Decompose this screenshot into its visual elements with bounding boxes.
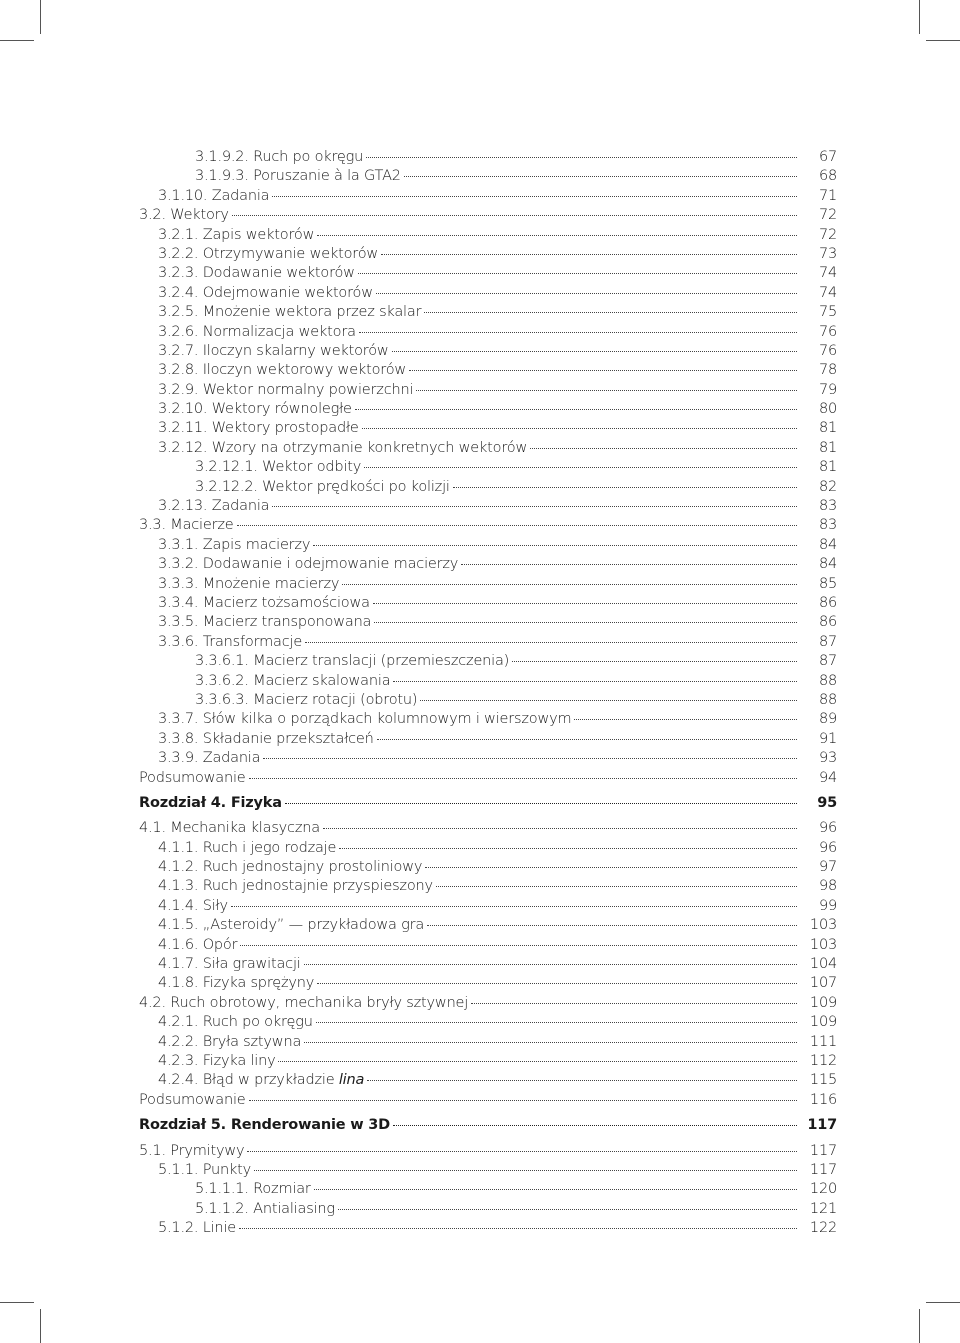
toc-entry [139, 877, 837, 896]
dot-leader [342, 584, 797, 585]
dot-leader [376, 293, 797, 294]
toc-entry-title [158, 730, 374, 749]
dot-leader [231, 906, 797, 907]
dot-leader [316, 1022, 797, 1023]
toc-entry-label: 3.3.6.2. Macierz skalowania [195, 672, 391, 689]
toc-entry-title [139, 1091, 246, 1110]
toc-page-number: 83 [818, 517, 837, 534]
dot-leader [373, 603, 797, 604]
toc-entry-title [195, 148, 363, 167]
toc-entry-title [158, 1033, 301, 1052]
toc-entry [139, 148, 837, 167]
toc-page-number: 104 [809, 956, 837, 973]
dot-leader [409, 370, 797, 371]
toc-entry [139, 419, 837, 438]
toc-entry-title [158, 916, 424, 935]
toc-entry-label: 3.2.2. Otrzymywanie wektorów [158, 245, 379, 262]
toc-entry-label: 3.3.8. Składanie przekształceń [158, 730, 374, 747]
toc-entry [139, 1052, 837, 1071]
toc-page-number: 96 [818, 839, 837, 856]
toc-entry [139, 478, 837, 497]
toc-entry [139, 1013, 837, 1032]
toc-page-number: 81 [818, 439, 837, 456]
toc-entry-title [158, 575, 339, 594]
dot-leader [453, 487, 797, 488]
toc-page-number: 89 [818, 711, 837, 728]
toc-page-number: 67 [818, 149, 837, 165]
dot-leader [416, 390, 797, 391]
toc-page-number: 85 [818, 575, 837, 592]
crop-mark-top-right-vertical [919, 0, 920, 34]
crop-mark-bottom-left-vertical [40, 1309, 41, 1343]
toc-entry [139, 594, 837, 613]
dot-leader [304, 1042, 797, 1043]
toc-entry-title [158, 633, 302, 652]
toc-entry [139, 575, 837, 594]
toc-page-number: 72 [818, 207, 837, 224]
toc-entry-title [139, 1142, 244, 1161]
toc-entry-label: 5.1.1. Punkty [158, 1161, 252, 1178]
dot-leader [530, 448, 797, 449]
toc-entry-title [158, 187, 269, 206]
toc-entry [139, 936, 837, 955]
toc-page-number: 111 [809, 1033, 837, 1050]
toc-entry [139, 226, 837, 245]
toc-entry [139, 730, 837, 749]
toc-entry-label: 3.2.7. Iloczyn skalarny wektorów [158, 342, 389, 359]
dot-leader [358, 273, 797, 274]
toc-entry [139, 1091, 837, 1110]
toc-page-number: 84 [818, 536, 837, 553]
toc-entry-title [195, 652, 509, 671]
dot-leader [239, 1228, 797, 1229]
toc-entry-label: 3.3.6.1. Macierz translacji (przemieszczenia) [195, 653, 510, 670]
toc-entry-title [158, 858, 422, 877]
toc-entry [139, 819, 837, 838]
toc-page-number: 93 [818, 750, 837, 767]
dot-leader [240, 945, 797, 946]
toc-entry [139, 710, 837, 729]
toc-entry-label: 4.2.4. Błąd w przykładzie [158, 1072, 339, 1089]
crop-mark-top-right-horizontal [926, 40, 960, 41]
dot-leader [362, 428, 797, 429]
toc-page-number: 117 [807, 1117, 837, 1134]
toc-page-number: 121 [809, 1200, 837, 1217]
toc-entry [139, 652, 837, 671]
dot-leader [278, 1061, 797, 1062]
toc-entry-title [158, 594, 370, 613]
toc-entry-title [158, 303, 421, 322]
toc-entry-title [158, 226, 314, 245]
dot-leader [392, 351, 797, 352]
dot-leader [254, 1170, 797, 1171]
dot-leader [420, 700, 797, 701]
toc-entry-label: 4.2.1. Ruch po okręgu [158, 1014, 313, 1031]
toc-entry-label: 3.2.1. Zapis wektorów [158, 226, 315, 243]
toc-entry [139, 672, 837, 691]
toc-entry-title [158, 497, 269, 516]
toc-page-number: 76 [818, 342, 837, 359]
toc-entry-label: 4.1. Mechanika klasyczna [139, 820, 320, 837]
dot-leader [359, 332, 797, 333]
toc-page-number: 68 [818, 168, 837, 185]
toc-entry-title [158, 974, 314, 993]
toc-page-number: 120 [809, 1181, 837, 1198]
toc-entry-label: 3.2.5. Mnożenie wektora przez skalar [158, 304, 422, 321]
toc-entry [139, 613, 837, 632]
toc-entry-label: 3.1.10. Zadania [158, 187, 270, 204]
toc-entry [139, 1219, 837, 1238]
toc-entry-label: 4.2.2. Bryła sztywna [158, 1033, 302, 1050]
toc-entry-title [158, 264, 355, 283]
toc-entry [139, 1161, 837, 1180]
toc-page-number: 99 [818, 897, 837, 914]
toc-entry-title [158, 1052, 275, 1071]
toc-entry-label: 3.3.1. Zapis macierzy [158, 536, 311, 553]
toc-page-number: 72 [818, 226, 837, 243]
toc-page-number: 109 [809, 994, 837, 1011]
toc-entry-label: 3.2.6. Normalizacja wektora [158, 323, 356, 340]
toc-entry-title [195, 167, 401, 186]
toc-entry-label: 3.1.9.3. Poruszanie à la GTA2 [195, 168, 401, 185]
toc-page-number: 98 [818, 878, 837, 895]
toc-entry-title [158, 839, 336, 858]
toc-entry-label: 4.1.8. Fizyka sprężyny [158, 975, 315, 992]
dot-leader [249, 1100, 797, 1101]
toc-entry [139, 516, 837, 535]
toc-entry-label: 3.2.9. Wektor normalny powierzchni [158, 381, 414, 398]
toc-entry [139, 633, 837, 652]
toc-entry [139, 1200, 837, 1219]
toc-entry-title [139, 769, 246, 788]
crop-mark-bottom-right-vertical [919, 1309, 920, 1343]
toc-page-number: 79 [818, 381, 837, 398]
toc-entry-title [158, 400, 352, 419]
toc-entry-label: 4.1.5. „Asteroidy” — przykładowa gra [158, 917, 425, 934]
toc-entry-label: 4.1.4. Siły [158, 897, 228, 914]
dot-leader [424, 312, 797, 313]
toc-page-number: 88 [818, 691, 837, 708]
toc-page-number: 97 [818, 859, 837, 876]
toc-entry [139, 691, 837, 710]
toc-page-number: 91 [818, 730, 837, 747]
toc-entry-label: 3.2.12.1. Wektor odbity [195, 459, 362, 476]
toc-entry-label: 3.3.7. Słów kilka o porządkach kolumnowym i wierszowym [158, 711, 572, 728]
toc-entry-title [158, 1071, 364, 1090]
toc-page-number: 95 [817, 794, 837, 811]
toc-page-number: 74 [818, 284, 837, 301]
toc-entry-title [195, 672, 390, 691]
dot-leader [317, 983, 797, 984]
toc-entry-label: 4.2. Ruch obrotowy, mechanika bryły sztywnej [139, 994, 469, 1011]
dot-leader [404, 176, 797, 177]
dot-leader [377, 739, 797, 740]
toc-entry [139, 458, 837, 477]
toc-page-number: 117 [809, 1142, 837, 1159]
toc-entry-title [195, 458, 361, 477]
dot-leader [249, 778, 797, 779]
dot-leader [471, 1003, 797, 1004]
toc-page-number: 83 [818, 498, 837, 515]
toc-entry-label: 3.2.8. Iloczyn wektorowy wektorów [158, 362, 407, 379]
toc-page-number: 107 [809, 975, 837, 992]
toc-page-number: 78 [818, 362, 837, 379]
toc-page-number: 112 [809, 1052, 837, 1069]
toc-entry [139, 167, 837, 186]
toc-entry [139, 769, 837, 788]
toc-entry-title [158, 419, 359, 438]
toc-page-number: 117 [809, 1161, 837, 1178]
toc-page-number: 103 [809, 936, 837, 953]
toc-entry-label: 4.1.3. Ruch jednostajnie przyspieszony [158, 878, 433, 895]
dot-leader [366, 157, 797, 158]
toc-entry-label: 3.2.13. Zadania [158, 498, 270, 515]
toc-entry-label: 3.3.4. Macierz tożsamościowa [158, 594, 370, 611]
toc-entry-label: 3.3. Macierze [139, 517, 234, 534]
toc-page-number: 84 [818, 556, 837, 573]
dot-leader [364, 467, 797, 468]
dot-leader [272, 196, 797, 197]
toc-page-number: 82 [818, 478, 837, 495]
toc-entry-title [158, 284, 373, 303]
toc-page-number: 87 [818, 653, 837, 670]
dot-leader [314, 1189, 797, 1190]
toc-entry-title [139, 516, 234, 535]
toc-entry-label: 3.3.6.3. Macierz rotacji (obrotu) [195, 691, 418, 708]
toc-page-number: 75 [818, 304, 837, 321]
toc-entry [139, 323, 837, 342]
toc-chapter-entry [139, 794, 837, 813]
toc-entry-label: 4.1.7. Siła grawitacji [158, 956, 301, 973]
toc-page-number: 86 [818, 594, 837, 611]
toc-entry-title [195, 1200, 335, 1219]
toc-entry-label: 3.3.6. Transformacje [158, 633, 303, 650]
toc-entry-title [158, 1219, 236, 1238]
toc-entry [139, 187, 837, 206]
toc-entry-label: 3.2.10. Wektory równoległe [158, 401, 352, 418]
toc-entry-title [139, 794, 282, 813]
toc-page-number: 74 [818, 265, 837, 282]
toc-entry-title [158, 536, 310, 555]
toc-entry-label: 5.1. Prymitywy [139, 1142, 245, 1159]
dot-leader [285, 803, 797, 804]
toc-entry [139, 381, 837, 400]
dot-leader [313, 545, 797, 546]
crop-mark-bottom-left-horizontal [0, 1302, 34, 1303]
toc-page-number: 109 [809, 1014, 837, 1031]
toc-entry-title [158, 936, 237, 955]
toc-entry-title [158, 1013, 313, 1032]
toc-entry-label: 3.2. Wektory [139, 207, 229, 224]
toc-page-number: 71 [818, 187, 837, 204]
toc-entry-title [158, 710, 571, 729]
toc-entry-label: 3.2.4. Odejmowanie wektorów [158, 284, 373, 301]
toc-entry-title [158, 749, 260, 768]
toc-entry [139, 974, 837, 993]
toc-entry [139, 284, 837, 303]
toc-entry-label: Podsumowanie [139, 1091, 246, 1108]
toc-entry-title [158, 555, 458, 574]
toc-entry-title [139, 1116, 390, 1135]
dot-leader [574, 719, 797, 720]
toc-page-number: 96 [818, 820, 837, 837]
toc-entry-label: 4.1.2. Ruch jednostajny prostoliniowy [158, 859, 423, 876]
dot-leader [393, 1125, 797, 1126]
toc-chapter-entry [139, 1116, 837, 1135]
toc-entry-title [158, 342, 389, 361]
toc-entry [139, 303, 837, 322]
toc-entry-label: 4.2.3. Fizyka liny [158, 1052, 276, 1069]
toc-entry-title [158, 877, 433, 896]
toc-page-number: 94 [818, 769, 837, 786]
toc-entry [139, 264, 837, 283]
toc-entry-label-italic: lina [338, 1072, 365, 1089]
dot-leader [304, 964, 797, 965]
crop-mark-top-left-horizontal [0, 40, 34, 41]
dot-leader [232, 215, 797, 216]
toc-page-number: 87 [818, 633, 837, 650]
toc-page-number: 80 [818, 401, 837, 418]
toc-entry-label: 3.3.2. Dodawanie i odejmowanie macierzy [158, 556, 459, 573]
toc-entry-title [158, 439, 527, 458]
toc-entry [139, 1142, 837, 1161]
toc-entry [139, 497, 837, 516]
dot-leader [305, 642, 797, 643]
crop-mark-bottom-right-horizontal [926, 1302, 960, 1303]
toc-entry-label: 3.3.3. Mnożenie macierzy [158, 575, 340, 592]
toc-entry-title [158, 361, 406, 380]
toc-entry-label: 3.2.12.2. Wektor prędkości po kolizji [195, 478, 450, 495]
toc-entry [139, 916, 837, 935]
toc-entry [139, 439, 837, 458]
toc-entry [139, 342, 837, 361]
toc-entry [139, 1071, 837, 1090]
toc-entry [139, 839, 837, 858]
toc-page-number: 73 [818, 245, 837, 262]
toc-entry-label: 3.3.5. Macierz transponowana [158, 614, 372, 631]
toc-entry [139, 555, 837, 574]
toc-entry-title [195, 1180, 311, 1199]
dot-leader [323, 828, 797, 829]
toc-entry [139, 897, 837, 916]
toc-entry [139, 994, 837, 1013]
dot-leader [247, 1151, 797, 1152]
toc-page-number: 122 [809, 1220, 837, 1237]
dot-leader [263, 758, 797, 759]
toc-entry [139, 858, 837, 877]
toc-entry-title [158, 613, 371, 632]
dot-leader [374, 622, 797, 623]
toc-entry [139, 749, 837, 768]
dot-leader [427, 925, 797, 926]
toc-page-number: 86 [818, 614, 837, 631]
toc-entry-label: Podsumowanie [139, 769, 246, 786]
toc-entry-label: 5.1.2. Linie [158, 1220, 236, 1237]
toc-page-number: 81 [818, 420, 837, 437]
toc-entry-title [158, 955, 301, 974]
dot-leader [512, 661, 797, 662]
toc-entry [139, 955, 837, 974]
crop-mark-top-left-vertical [40, 0, 41, 34]
toc-entry-label: 5.1.1.1. Rozmiar [195, 1181, 311, 1198]
toc-entry-label: 3.2.12. Wzory na otrzymanie konkretnych wektorów [158, 439, 528, 456]
toc-entry-label: 4.1.1. Ruch i jego rodzaje [158, 839, 337, 856]
dot-leader [317, 235, 797, 236]
toc-entry-title [158, 897, 228, 916]
toc-entry [139, 361, 837, 380]
toc-entry-title [158, 323, 356, 342]
toc-entry-title [139, 994, 468, 1013]
toc-entry [139, 536, 837, 555]
table-of-contents [139, 148, 837, 1238]
dot-leader [381, 254, 797, 255]
toc-page-number: 103 [809, 917, 837, 934]
dot-leader [393, 681, 797, 682]
toc-page-number: 88 [818, 672, 837, 689]
toc-entry [139, 400, 837, 419]
toc-entry-title [139, 206, 229, 225]
dot-leader [355, 409, 797, 410]
toc-entry-label: 3.2.11. Wektory prostopadłe [158, 420, 359, 437]
toc-entry-label: 4.1.6. Opór [158, 936, 238, 953]
toc-entry-title [195, 478, 450, 497]
dot-leader [367, 1080, 797, 1081]
toc-page-number: 76 [818, 323, 837, 340]
toc-entry [139, 1180, 837, 1199]
toc-entry-title [158, 381, 413, 400]
toc-entry-label: 3.3.9. Zadania [158, 750, 261, 767]
toc-entry-label: 3.2.3. Dodawanie wektorów [158, 265, 355, 282]
toc-page-number: 116 [809, 1091, 837, 1108]
toc-page-number: 81 [818, 459, 837, 476]
toc-entry-title [158, 245, 378, 264]
toc-entry-label: 5.1.1.2. Antialiasing [195, 1200, 335, 1217]
toc-entry-title [139, 819, 320, 838]
toc-entry [139, 245, 837, 264]
toc-entry-title [158, 1161, 251, 1180]
toc-entry [139, 1033, 837, 1052]
toc-entry-label: 3.1.9.2. Ruch po okręgu [195, 149, 364, 165]
toc-entry-label: Rozdział 4. Fizyka [139, 794, 282, 811]
dot-leader [338, 1209, 797, 1210]
dot-leader [237, 525, 798, 526]
dot-leader [461, 564, 797, 565]
dot-leader [436, 886, 797, 887]
toc-entry-title [195, 691, 417, 710]
dot-leader [425, 867, 797, 868]
toc-entry-label: Rozdział 5. Renderowanie w 3D [139, 1117, 390, 1134]
dot-leader [339, 848, 797, 849]
dot-leader [272, 506, 797, 507]
toc-entry [139, 206, 837, 225]
toc-page-number: 115 [809, 1072, 837, 1089]
